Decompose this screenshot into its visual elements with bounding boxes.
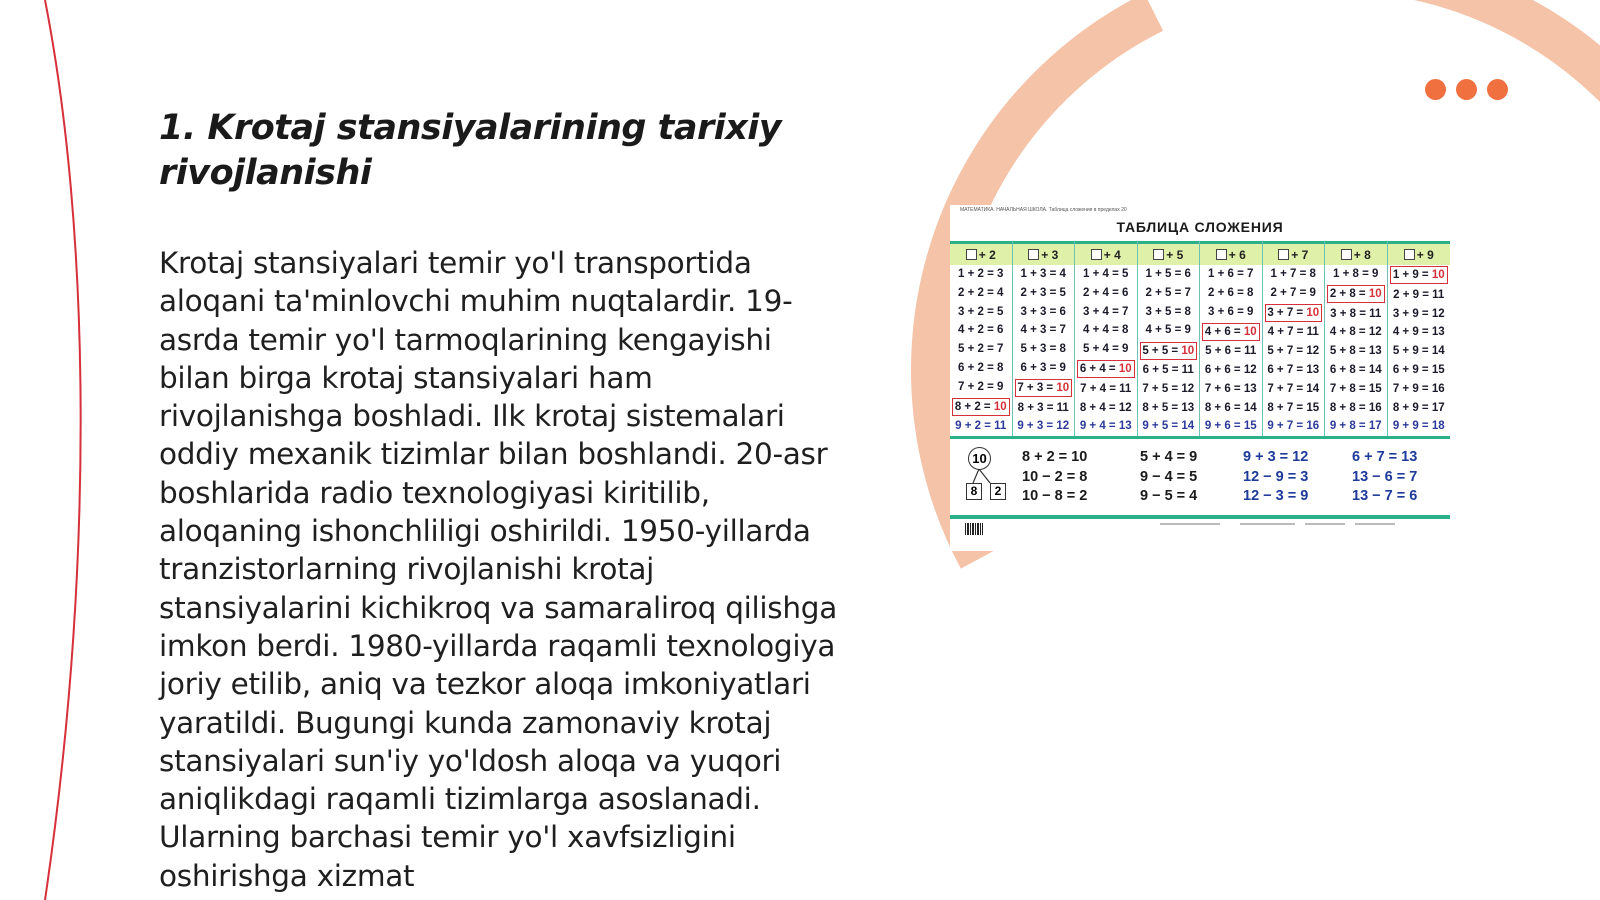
fine-print [1160, 523, 1220, 525]
poster-caption: МАТЕМАТИКА. НАЧАЛЬНАЯ ШКОЛА. Таблица сложения в пределах 20 [960, 207, 1127, 213]
equation: 10 − 8 = 2 [1022, 488, 1088, 504]
column-header [1263, 241, 1325, 265]
table-cell: 9 + 4 = 13 [1079, 420, 1132, 433]
table-column [1388, 241, 1451, 436]
column-header [950, 241, 1012, 265]
table-cell: 4 + 6 = 10 [1202, 323, 1260, 341]
column-header-label: + 3 [1041, 247, 1059, 262]
highlighted-sum: 10 [993, 400, 1007, 413]
addition-table-poster [950, 205, 1450, 551]
column-header-label: + 6 [1228, 247, 1246, 262]
table-cell: 2 + 2 = 4 [958, 286, 1004, 299]
table-cell: 6 + 2 = 8 [958, 361, 1004, 374]
table-cell: 7 + 2 = 9 [958, 380, 1004, 393]
addition-grid [950, 241, 1450, 439]
table-cell: 8 + 3 = 11 [1017, 401, 1069, 414]
table-cell: 8 + 9 = 17 [1392, 401, 1445, 414]
table-cell: 4 + 5 = 9 [1145, 324, 1191, 337]
highlighted-sum: 10 [1243, 325, 1257, 338]
table-cell: 3 + 8 = 11 [1330, 307, 1382, 320]
table-cell: 9 + 8 = 17 [1329, 420, 1382, 433]
table-cell: 9 + 6 = 15 [1204, 420, 1257, 433]
table-cell: 8 + 2 = 10 [952, 398, 1010, 416]
column-header [1013, 241, 1075, 265]
table-cell: 2 + 4 = 6 [1083, 286, 1129, 299]
table-cell: 9 + 3 = 12 [1017, 420, 1070, 433]
column-header [1075, 241, 1137, 265]
table-cell: 7 + 5 = 12 [1142, 382, 1195, 395]
table-cell: 4 + 8 = 12 [1329, 326, 1382, 339]
table-cell: 4 + 9 = 13 [1392, 326, 1445, 339]
table-cell: 9 + 5 = 14 [1142, 420, 1195, 433]
table-cell: 5 + 9 = 14 [1392, 345, 1445, 358]
equation: 13 − 7 = 6 [1352, 488, 1418, 504]
table-cell: 1 + 4 = 5 [1083, 268, 1129, 280]
table-cell: 5 + 7 = 12 [1267, 345, 1320, 358]
slide-body-text: Krotaj stansiyalari temir yo'l transportida aloqani ta'minlovchi muhim nuqtalardir. 19-asrda temir yo'l tarmoqlarining kengayishi bilan birga krotaj stansiyalari ham rivojlanishga boshladi. Ilk krotaj sistemalari oddiy mexanik tizimlar bilan boshlandi. 20-asr boshlarida radio texnologiyasi kiritilib, aloqaning ishonchliligi oshirildi. 1950-yillarda tranzistorlarning rivojlanishi krotaj stansiyalarini kichikroq va samaraliroq qilishga imkon berdi. 1980-yillarda raqamli texnologiya joriy etilib, aniq va tezkor aloqa imkoniyatlari yaratildi. Bugungi kunda zamonaviy krotaj stansiyalari sun'iy yo'ldosh aloqa va yuqori aniqlikdagi raqamli tizimlarga asoslanadi. Ularning barchasi temir yo'l xavfsizligini oshirishga xizmat [159, 246, 837, 893]
barcode-icon [965, 523, 983, 535]
poster-footer [950, 521, 1450, 541]
table-cell: 8 + 8 = 16 [1329, 401, 1382, 414]
table-cell: 3 + 3 = 6 [1020, 305, 1066, 318]
checkbox-icon [1278, 249, 1289, 260]
table-cell: 9 + 2 = 11 [955, 420, 1007, 433]
number-circle: 10 [968, 447, 991, 470]
table-cell: 3 + 7 = 10 [1265, 304, 1323, 322]
table-cell: 9 + 7 = 16 [1267, 420, 1320, 433]
table-cell: 6 + 3 = 9 [1020, 361, 1066, 374]
column-header-label: + 9 [1416, 247, 1434, 262]
column-header [1325, 241, 1387, 265]
table-cell: 2 + 3 = 5 [1020, 286, 1066, 299]
equation: 8 + 2 = 10 [1022, 449, 1088, 465]
highlighted-sum: 10 [1181, 344, 1195, 357]
table-cell: 6 + 6 = 12 [1204, 363, 1257, 376]
table-cell: 8 + 7 = 15 [1267, 401, 1320, 414]
highlighted-sum: 10 [1056, 382, 1070, 395]
table-column [1263, 241, 1326, 436]
table-cell: 8 + 4 = 12 [1079, 401, 1132, 414]
table-cell: 1 + 9 = 10 [1390, 266, 1449, 284]
fine-print [1240, 523, 1295, 525]
dot-icon [1487, 79, 1508, 100]
column-header-label: + 7 [1291, 247, 1309, 262]
dot-icon [1456, 79, 1477, 100]
table-cell: 7 + 7 = 14 [1267, 382, 1320, 395]
poster-title: ТАБЛИЦА СЛОЖЕНИЯ [1116, 219, 1284, 235]
equation: 10 − 2 = 8 [1022, 468, 1088, 485]
table-cell: 4 + 7 = 11 [1267, 326, 1319, 339]
table-cell: 1 + 5 = 6 [1145, 268, 1191, 280]
highlighted-sum: 10 [1118, 363, 1132, 376]
highlighted-sum: 10 [1306, 306, 1320, 319]
table-cell: 1 + 8 = 9 [1333, 268, 1379, 280]
table-cell: 2 + 9 = 11 [1393, 288, 1445, 301]
table-cell: 6 + 9 = 15 [1392, 363, 1445, 376]
table-cell: 5 + 5 = 10 [1140, 342, 1198, 360]
table-cell: 7 + 8 = 15 [1329, 382, 1382, 395]
left-red-curve [45, 0, 81, 900]
number-square: 8 [966, 483, 982, 500]
menu-dots [1425, 79, 1508, 100]
equation: 13 − 6 = 7 [1352, 468, 1418, 485]
equation: 9 + 3 = 12 [1243, 449, 1309, 465]
column-header [1388, 241, 1451, 265]
table-cell: 3 + 4 = 7 [1083, 305, 1129, 318]
table-cell: 7 + 4 = 11 [1080, 382, 1132, 395]
table-cell: 7 + 3 = 10 [1015, 379, 1073, 397]
table-cell: 9 + 9 = 18 [1392, 420, 1445, 433]
table-cell: 2 + 5 = 7 [1145, 286, 1191, 299]
equation-group [1243, 448, 1308, 507]
table-cell: 2 + 7 = 9 [1270, 286, 1316, 299]
table-cell: 8 + 5 = 13 [1142, 401, 1195, 414]
column-header [1200, 241, 1262, 265]
table-cell: 6 + 7 = 13 [1267, 363, 1320, 376]
equation: 9 − 5 = 4 [1140, 488, 1198, 504]
table-cell: 8 + 6 = 14 [1204, 401, 1257, 414]
column-header-label: + 2 [978, 247, 996, 262]
dot-icon [1425, 79, 1446, 100]
column-header [1138, 241, 1200, 265]
table-cell: 6 + 8 = 14 [1329, 363, 1382, 376]
table-cell: 5 + 4 = 9 [1083, 343, 1129, 356]
table-cell: 1 + 6 = 7 [1208, 268, 1254, 280]
equation: 12 − 3 = 9 [1243, 488, 1309, 504]
table-cell: 2 + 8 = 10 [1327, 285, 1385, 303]
table-cell: 4 + 4 = 8 [1083, 324, 1129, 337]
table-cell: 3 + 9 = 12 [1392, 307, 1445, 320]
table-cell: 2 + 6 = 8 [1208, 286, 1254, 299]
table-column [1325, 241, 1388, 436]
equation-group [1140, 448, 1197, 507]
table-column [1013, 241, 1076, 436]
checkbox-icon [1341, 249, 1352, 260]
table-cell: 3 + 5 = 8 [1145, 305, 1191, 318]
checkbox-icon [1216, 249, 1227, 260]
table-column [1200, 241, 1263, 436]
equation: 12 − 9 = 3 [1243, 468, 1309, 485]
table-cell: 1 + 7 = 8 [1270, 268, 1316, 280]
highlighted-sum: 10 [1431, 269, 1445, 282]
table-cell: 5 + 3 = 8 [1020, 343, 1066, 356]
equation: 5 + 4 = 9 [1140, 449, 1198, 465]
checkbox-icon [1028, 249, 1039, 260]
number-square: 2 [990, 483, 1006, 500]
table-cell: 4 + 2 = 6 [958, 324, 1004, 337]
highlighted-sum: 10 [1368, 288, 1382, 301]
equation-group [1022, 448, 1087, 507]
fine-print [1305, 523, 1345, 525]
slide-title: 1. Krotaj stansiyalarining tarixiy rivojlanishi [159, 108, 782, 193]
table-cell: 5 + 8 = 13 [1329, 345, 1382, 358]
table-cell: 1 + 3 = 4 [1020, 268, 1066, 280]
table-cell: 7 + 9 = 16 [1392, 382, 1445, 395]
table-cell: 5 + 2 = 7 [958, 343, 1004, 356]
table-column [1075, 241, 1138, 436]
equation: 6 + 7 = 13 [1352, 449, 1418, 465]
table-column [950, 241, 1013, 436]
equation: 9 − 4 = 5 [1140, 468, 1198, 485]
poster-bottom-panel [950, 443, 1450, 519]
column-header-label: + 8 [1353, 247, 1371, 262]
checkbox-icon [1153, 249, 1164, 260]
table-cell: 3 + 6 = 9 [1208, 305, 1254, 318]
checkbox-icon [966, 249, 977, 260]
table-column [1138, 241, 1201, 436]
table-cell: 1 + 2 = 3 [958, 268, 1004, 280]
table-cell: 7 + 6 = 13 [1204, 382, 1257, 395]
equation-group [1352, 448, 1417, 507]
column-header-label: + 4 [1103, 247, 1121, 262]
fine-print [1355, 523, 1395, 525]
table-cell: 4 + 3 = 7 [1020, 324, 1066, 337]
column-header-label: + 5 [1166, 247, 1184, 262]
checkbox-icon [1404, 249, 1415, 260]
table-cell: 6 + 5 = 11 [1142, 363, 1194, 376]
table-cell: 5 + 6 = 11 [1205, 345, 1257, 358]
table-cell: 6 + 4 = 10 [1077, 360, 1135, 378]
checkbox-icon [1091, 249, 1102, 260]
table-cell: 3 + 2 = 5 [958, 305, 1004, 318]
